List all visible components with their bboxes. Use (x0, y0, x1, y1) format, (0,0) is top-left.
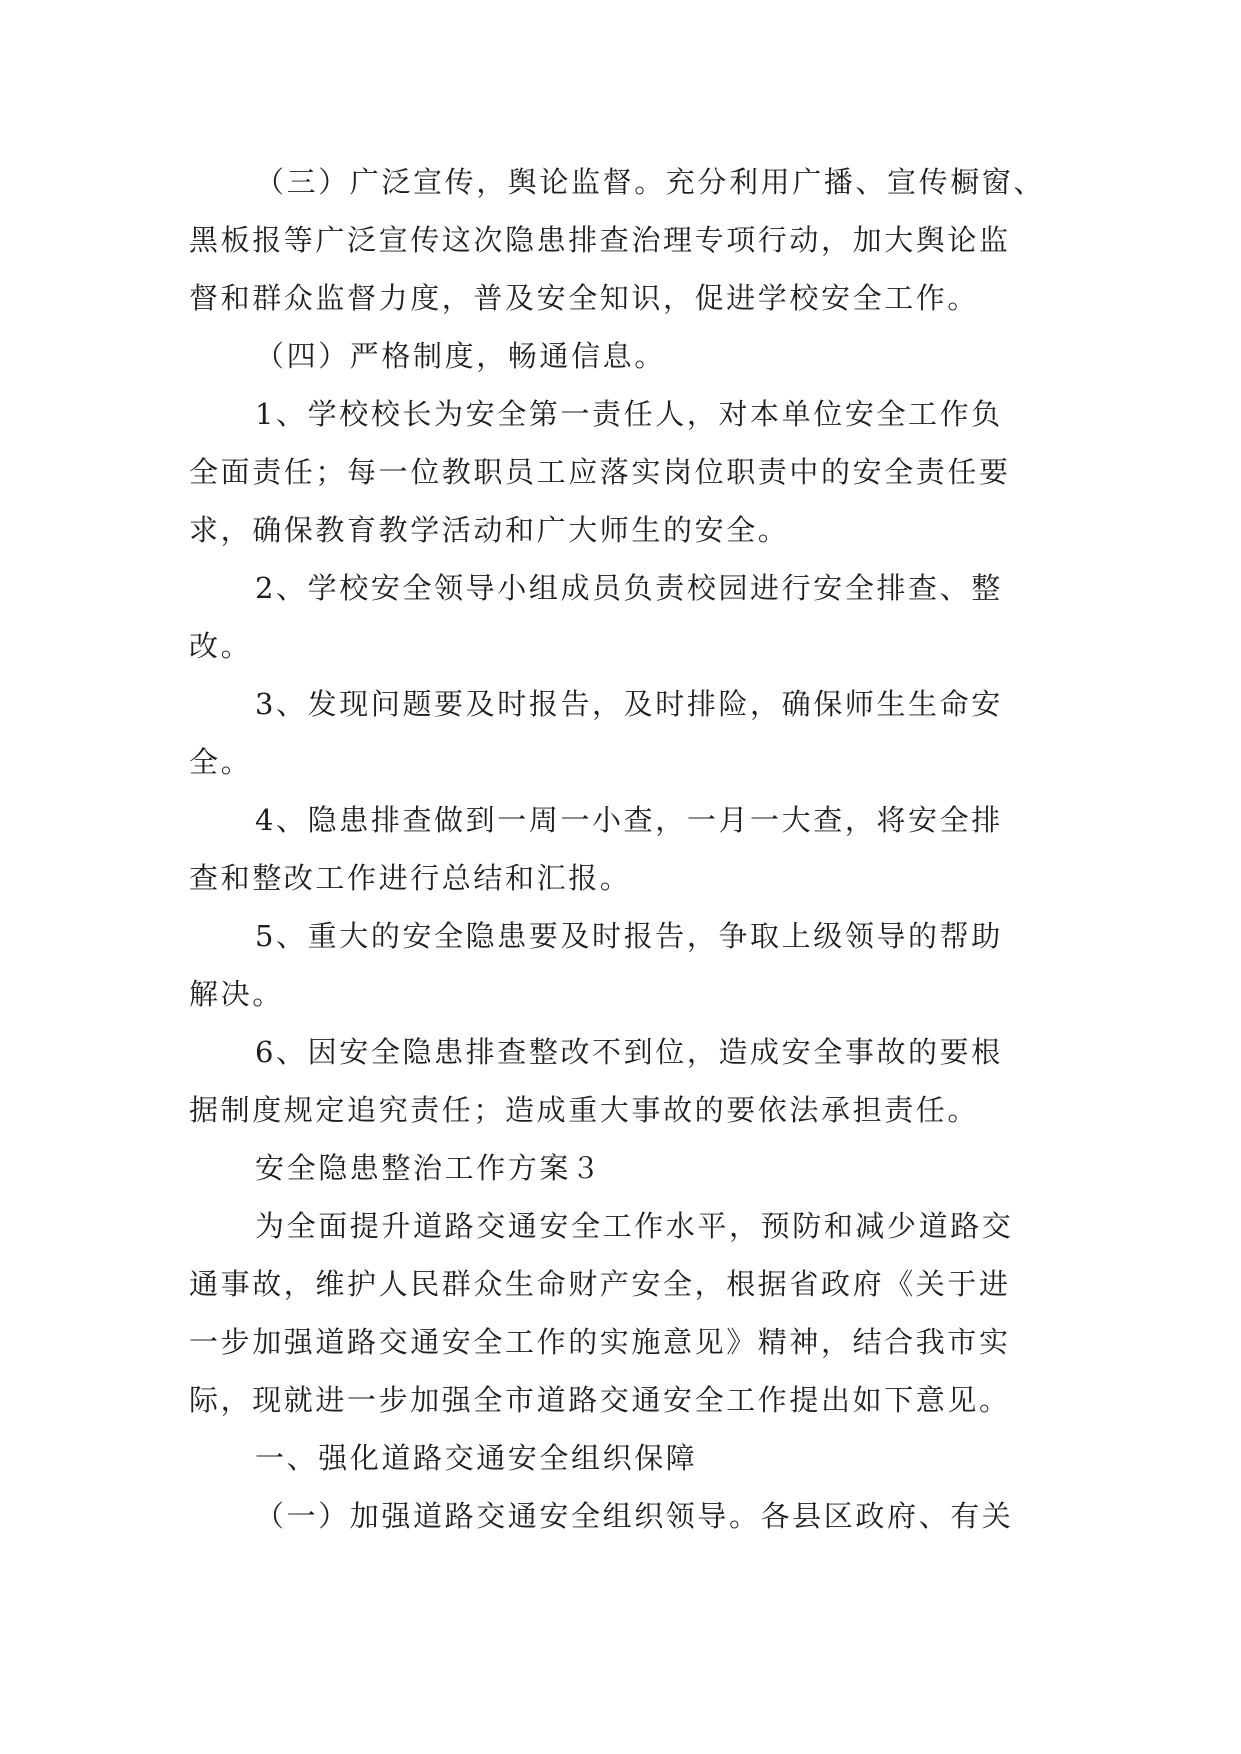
text-line: （一）加强道路交通安全组织领导。各县区政府、有关 (255, 1499, 1014, 1533)
text-line: 6、因安全隐患排查整改不到位，造成安全事故的要根 (255, 1035, 1003, 1069)
text-line: 求，确保教育教学活动和广大师生的安全。 (189, 513, 790, 547)
text-line: 全面责任；每一位教职员工应落实岗位职责中的安全责任要 (189, 455, 1011, 489)
text-line: 5、重大的安全隐患要及时报告，争取上级领导的帮助 (255, 919, 1003, 953)
text-line: 4、隐患排查做到一周一小查，一月一大查，将安全排 (255, 803, 1003, 837)
text-line: 通事故，维护人民群众生命财产安全，根据省政府《关于进 (189, 1267, 1011, 1301)
text-line: 安全隐患整治工作方案３ (255, 1151, 603, 1185)
text-line: 一、强化道路交通安全组织保障 (255, 1441, 698, 1475)
text-line: 督和群众监督力度，普及安全知识，促进学校安全工作。 (189, 281, 980, 315)
text-line: （三）广泛宣传，舆论监督。充分利用广播、宣传橱窗、 (255, 165, 1046, 199)
document-body (189, 153, 1059, 1545)
text-line: 际，现就进一步加强全市道路交通安全工作提出如下意见。 (189, 1383, 1011, 1417)
text-line: 据制度规定追究责任；造成重大事故的要依法承担责任。 (189, 1093, 980, 1127)
text-line: （四）严格制度，畅通信息。 (255, 339, 666, 373)
text-line: 一步加强道路交通安全工作的实施意见》精神，结合我市实 (189, 1325, 1011, 1359)
text-line: 3、发现问题要及时报告，及时排险，确保师生生命安 (255, 687, 1003, 721)
text-line: 全。 (189, 745, 253, 779)
text-line: 2、学校安全领导小组成员负责校园进行安全排查、整 (255, 571, 1003, 605)
text-line: 为全面提升道路交通安全工作水平，预防和减少道路交 (255, 1209, 1014, 1243)
text-line: 解决。 (189, 977, 284, 1011)
text-line: 查和整改工作进行总结和汇报。 (189, 861, 632, 895)
text-line: 改。 (189, 629, 253, 663)
text-line: 黑板报等广泛宣传这次隐患排查治理专项行动，加大舆论监 (189, 223, 1011, 257)
text-line: 1、学校校长为安全第一责任人，对本单位安全工作负 (255, 397, 1003, 431)
